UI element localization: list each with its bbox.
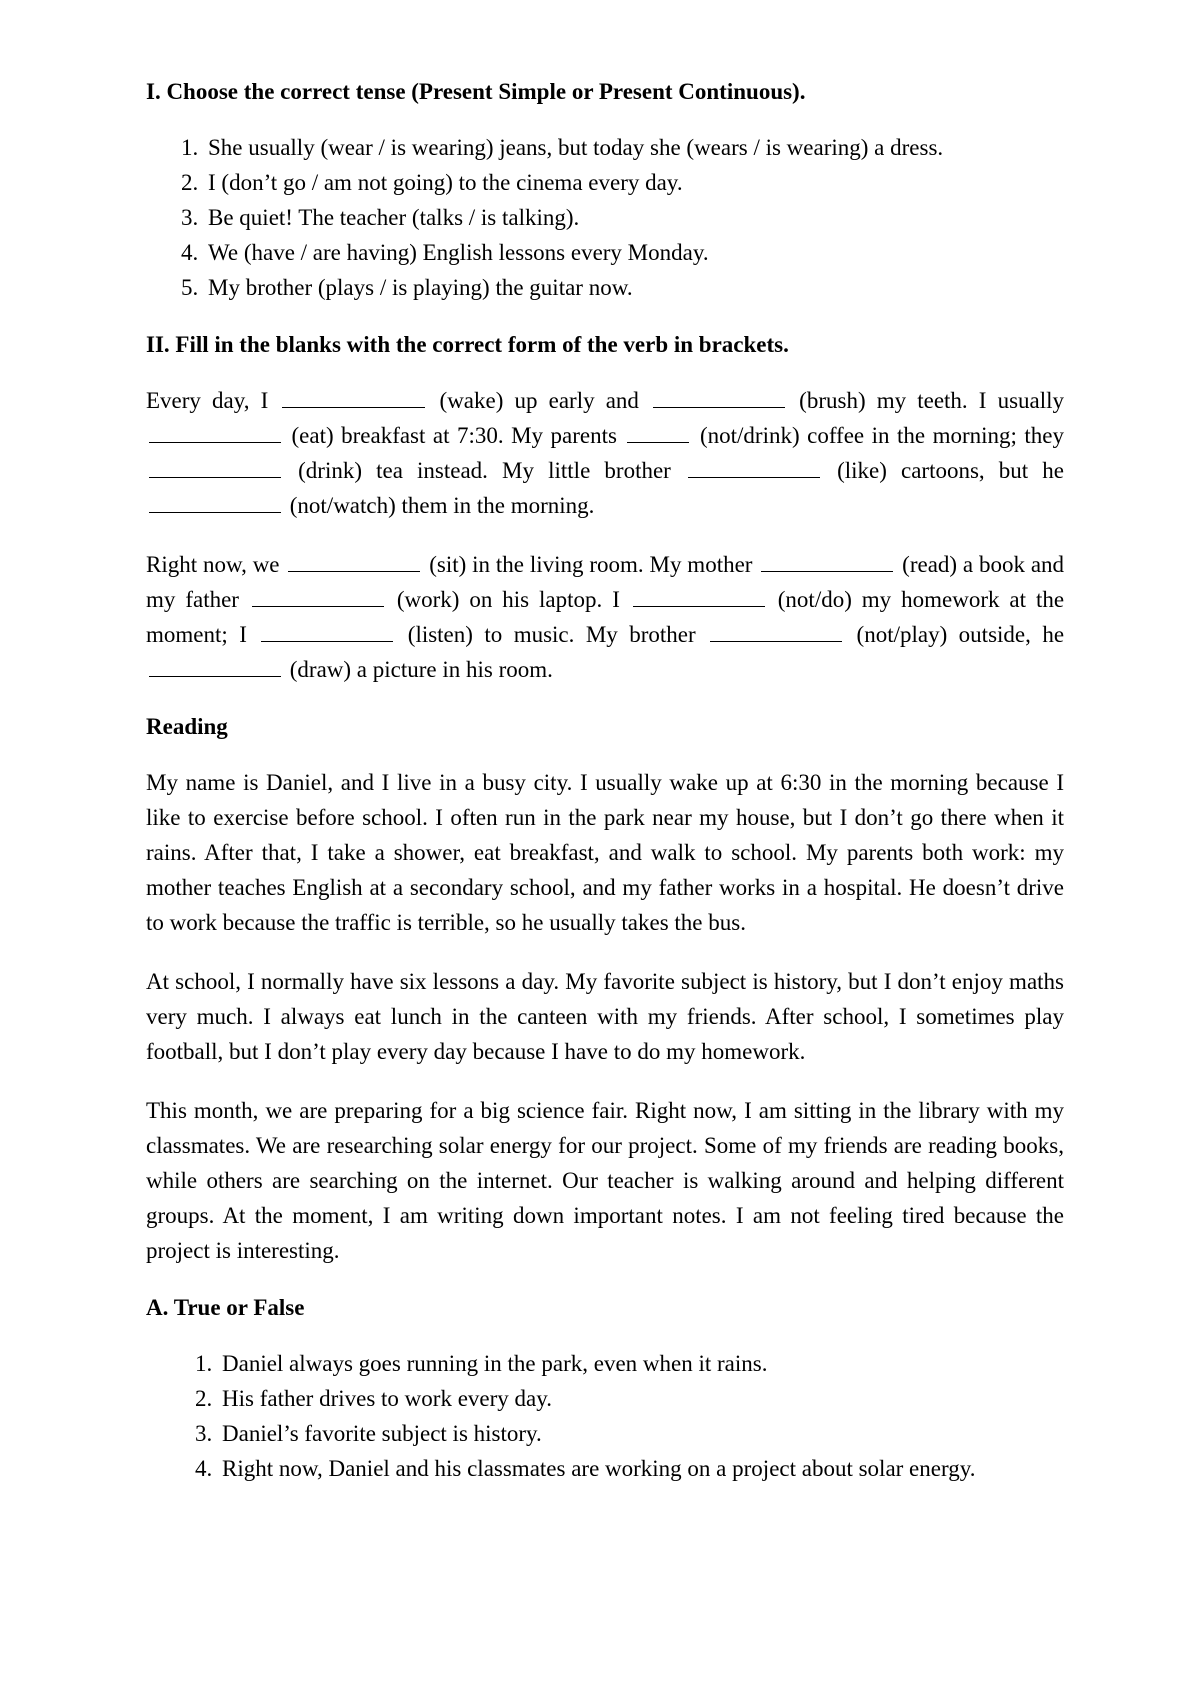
- paragraph-text: (not/do) my homework at the moment; I: [146, 587, 1065, 647]
- answer-blank[interactable]: [761, 551, 893, 572]
- paragraph-text: Right now, we: [146, 552, 280, 577]
- answer-blank[interactable]: [288, 551, 420, 572]
- list-item: 2. His father drives to work every day.: [218, 1381, 1064, 1416]
- paragraph-text: (like) cartoons, but he: [837, 458, 1065, 483]
- reading-paragraph: My name is Daniel, and I live in a busy city. I usually wake up at 6:30 in the morning because I like to exercise before school. I often run in the park near my house, but I don’t go there when it rains. After that, I take a shower, eat breakfast, and walk to school. My parents both work: my mother teaches English at a secondary school, and my father works in a hospital. He doesn’t drive to work because the traffic is terrible, so he usually takes the bus.: [146, 770, 1064, 935]
- answer-blank[interactable]: [252, 586, 384, 607]
- paragraph-text: (work) on his laptop. I: [396, 587, 620, 612]
- paragraph-text: (sit) in the living room. My mother: [429, 552, 753, 577]
- paragraph-text: (brush) my teeth. I usually: [799, 388, 1065, 413]
- paragraph-text: (listen) to music. My brother: [407, 622, 696, 647]
- paragraph-text: (eat) breakfast at 7:30. My parents: [291, 423, 617, 448]
- paragraph-text: (not/drink) coffee in the morning; they: [699, 423, 1065, 448]
- paragraph-text: (not/watch) them in the morning.: [289, 493, 595, 518]
- paragraph-text: (drink) tea instead. My little brother: [298, 458, 671, 483]
- answer-blank[interactable]: [633, 586, 765, 607]
- paragraph-text: (read) a book and my father: [146, 552, 1065, 612]
- section-1-heading: I. Choose the correct tense (Present Simple or Present Continuous).: [146, 79, 806, 104]
- answer-blank[interactable]: [688, 457, 820, 478]
- list-item: 5. My brother (plays / is playing) the guitar now.: [204, 270, 1064, 305]
- answer-blank[interactable]: [149, 422, 281, 443]
- reading-paragraph: At school, I normally have six lessons a day. My favorite subject is history, but I don’t enjoy maths very much. I always eat lunch in the canteen with my friends. After school, I sometimes play football, but I don’t play every day because I have to do my homework.: [146, 969, 1064, 1064]
- paragraph-text: (draw) a picture in his room.: [289, 657, 553, 682]
- fill-in-paragraph-1: [146, 383, 1064, 523]
- list-item: 1. Daniel always goes running in the park, even when it rains.: [218, 1346, 1064, 1381]
- paragraph-text: Every day, I: [146, 388, 269, 413]
- answer-blank[interactable]: [710, 621, 842, 642]
- true-false-heading: A. True or False: [146, 1295, 305, 1320]
- paragraph-text: (not/play) outside, he: [856, 622, 1065, 647]
- list-item: 1. She usually (wear / is wearing) jeans, but today she (wears / is wearing) a dress.: [204, 130, 1064, 165]
- section-1-list: [146, 130, 1064, 305]
- answer-blank[interactable]: [149, 457, 281, 478]
- list-item: 2. I (don’t go / am not going) to the cinema every day.: [204, 165, 1064, 200]
- true-false-list: [146, 1346, 1064, 1486]
- answer-blank[interactable]: [149, 492, 281, 513]
- reading-paragraph: This month, we are preparing for a big science fair. Right now, I am sitting in the library with my classmates. We are researching solar energy for our project. Some of my friends are reading books, while others are searching on the internet. Our teacher is walking around and helping different groups. At the moment, I am writing down important notes. I am not feeling tired because the project is interesting.: [146, 1098, 1064, 1263]
- fill-in-paragraph-2: [146, 547, 1064, 687]
- answer-blank[interactable]: [149, 656, 281, 677]
- section-2-heading: II. Fill in the blanks with the correct form of the verb in brackets.: [146, 332, 789, 357]
- answer-blank[interactable]: [282, 387, 425, 408]
- paragraph-text: (wake) up early and: [439, 388, 639, 413]
- reading-heading: Reading: [146, 714, 228, 739]
- list-item: 4. We (have / are having) English lessons every Monday.: [204, 235, 1064, 270]
- list-item: 3. Daniel’s favorite subject is history.: [218, 1416, 1064, 1451]
- answer-blank[interactable]: [627, 422, 689, 443]
- answer-blank[interactable]: [653, 387, 785, 408]
- list-item: 4. Right now, Daniel and his classmates are working on a project about solar energy.: [218, 1451, 1064, 1486]
- answer-blank[interactable]: [261, 621, 393, 642]
- worksheet-page: [146, 76, 1064, 1510]
- list-item: 3. Be quiet! The teacher (talks / is talking).: [204, 200, 1064, 235]
